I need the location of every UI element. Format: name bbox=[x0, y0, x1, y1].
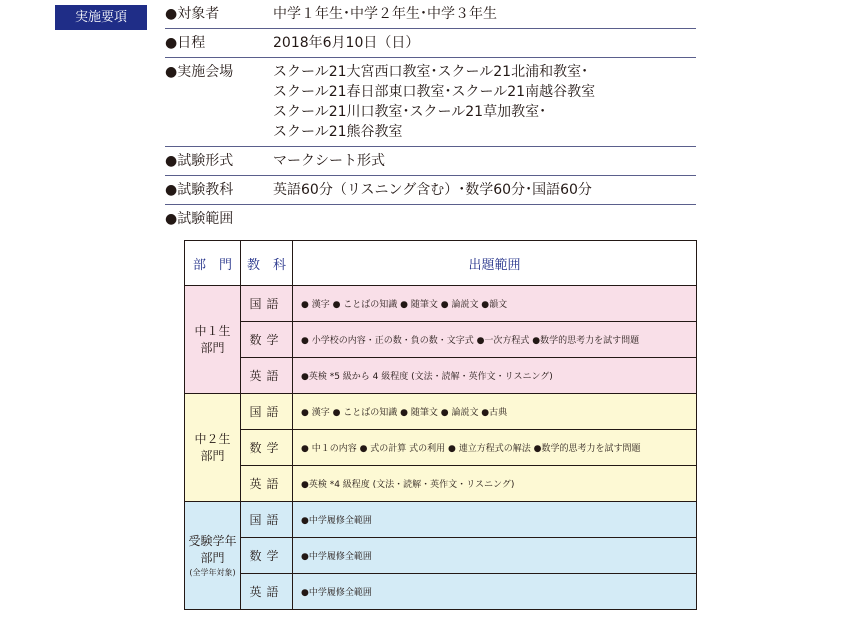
content-cell: ●英検 *4 級程度 (文法・読解・英作文・リスニング) bbox=[293, 466, 697, 502]
venue-line: スクール21春日部東口教室･スクール21南越谷教室 bbox=[273, 84, 596, 100]
header-dept: 部 門 bbox=[185, 241, 241, 286]
subject-cell: 英語 bbox=[241, 358, 293, 394]
content-cell: ● 漢字 ● ことばの知識 ● 随筆文 ● 論説文 ●韻文 bbox=[293, 286, 697, 322]
table-row bbox=[185, 286, 697, 322]
table-row bbox=[185, 430, 697, 466]
dept-cell bbox=[185, 286, 241, 394]
content-cell: ●中学履修全範囲 bbox=[293, 502, 697, 538]
dept-suffix: 部門 bbox=[200, 550, 225, 565]
info-value: 2018年6月10日（日） bbox=[273, 35, 420, 51]
info-row-venue bbox=[165, 58, 696, 147]
venue-line: スクール21熊谷教室 bbox=[273, 124, 403, 140]
info-label: ●実施会場 bbox=[165, 64, 234, 80]
subject-cell: 国語 bbox=[241, 394, 293, 430]
subject-cell: 英語 bbox=[241, 574, 293, 610]
dept-cell bbox=[185, 502, 241, 610]
info-label: ●試験形式 bbox=[165, 153, 234, 169]
info-value: マークシート形式 bbox=[273, 153, 385, 169]
info-label: ●対象者 bbox=[165, 6, 220, 22]
content-cell: ● 漢字 ● ことばの知識 ● 随筆文 ● 論説文 ●古典 bbox=[293, 394, 697, 430]
dept-suffix: 部門 bbox=[200, 340, 225, 355]
info-value: 中学１年生･中学２年生･中学３年生 bbox=[273, 6, 497, 22]
table-row bbox=[185, 502, 697, 538]
info-label: ●日程 bbox=[165, 35, 206, 51]
info-value: 英語60分（リスニング含む）･数学60分･国語60分 bbox=[273, 182, 592, 198]
info-label: ●試験教科 bbox=[165, 182, 234, 198]
dept-suffix: 部門 bbox=[200, 448, 225, 463]
info-row-scope bbox=[165, 205, 696, 233]
subject-cell: 数学 bbox=[241, 430, 293, 466]
info-list bbox=[165, 0, 696, 233]
subject-cell: 国語 bbox=[241, 502, 293, 538]
content-cell: ● 小学校の内容・正の数・負の数・文字式 ●一次方程式 ●数学的思考力を試す問題 bbox=[293, 322, 697, 358]
content-cell: ●英検 *5 級から 4 級程度 (文法・読解・英作文・リスニング) bbox=[293, 358, 697, 394]
dept-note: (全学年対象) bbox=[189, 567, 236, 577]
dept-name: 中１生 bbox=[194, 323, 231, 338]
dept-name: 受験学年 bbox=[188, 533, 237, 548]
content-cell: ●中学履修全範囲 bbox=[293, 538, 697, 574]
header-subject: 教 科 bbox=[241, 241, 293, 286]
subject-cell: 数学 bbox=[241, 322, 293, 358]
header-range: 出題範囲 bbox=[293, 241, 697, 286]
table-row bbox=[185, 322, 697, 358]
exam-range-table bbox=[184, 240, 697, 610]
dept-name: 中２生 bbox=[194, 431, 231, 446]
table-row bbox=[185, 394, 697, 430]
dept-cell bbox=[185, 394, 241, 502]
venue-line: スクール21大宮西口教室･スクール21北浦和教室･ bbox=[273, 64, 589, 80]
table-row bbox=[185, 466, 697, 502]
table-row bbox=[185, 358, 697, 394]
content-cell: ● 中１の内容 ● 式の計算 式の利用 ● 連立方程式の解法 ●数学的思考力を試す問題 bbox=[293, 430, 697, 466]
info-row-date bbox=[165, 29, 696, 58]
table-row bbox=[185, 538, 697, 574]
table-row bbox=[185, 574, 697, 610]
subject-cell: 数学 bbox=[241, 538, 293, 574]
info-value bbox=[273, 62, 696, 142]
subject-cell: 英語 bbox=[241, 466, 293, 502]
section-badge: 実施要項 bbox=[55, 5, 147, 30]
info-row-format bbox=[165, 147, 696, 176]
subject-cell: 国語 bbox=[241, 286, 293, 322]
venue-line: スクール21川口教室･スクール21草加教室･ bbox=[273, 104, 547, 120]
info-row-subjects bbox=[165, 176, 696, 205]
info-row-target bbox=[165, 0, 696, 29]
info-label: ●試験範囲 bbox=[165, 211, 234, 227]
content-cell: ●中学履修全範囲 bbox=[293, 574, 697, 610]
